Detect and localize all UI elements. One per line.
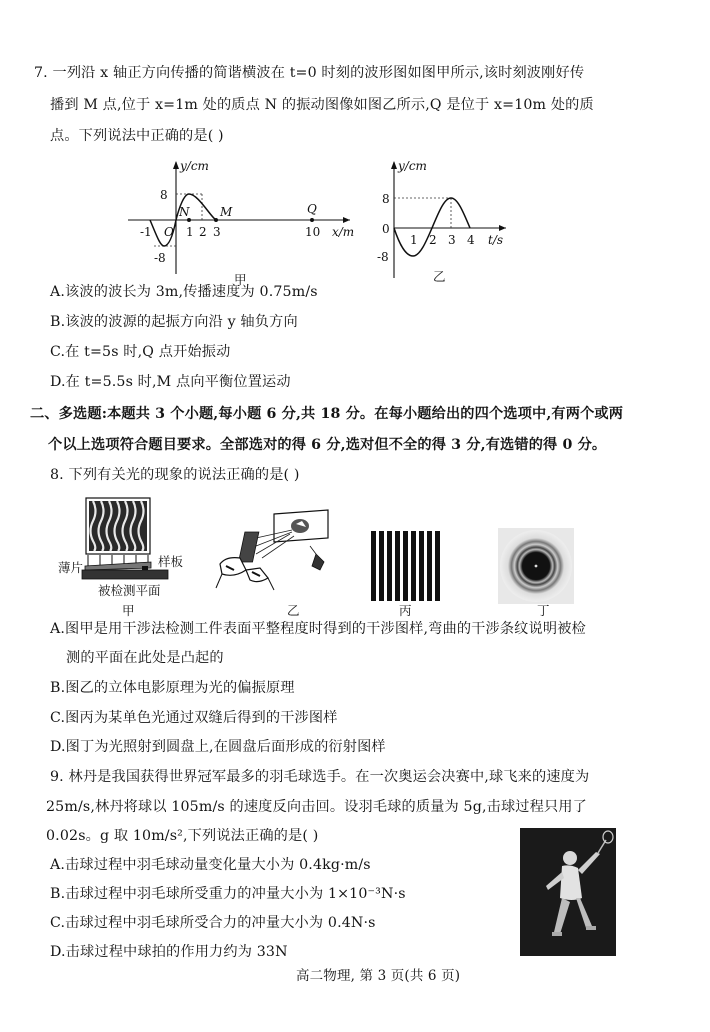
fig-jia-label-template: 样板	[158, 554, 184, 569]
q8-option-b: B.图乙的立体电影原理为光的偏振原理	[50, 680, 295, 696]
graph-jia-tick-2: 2	[199, 225, 207, 239]
graph-jia-tick-neg1: -1	[140, 225, 152, 239]
graph-jia-label-M: M	[220, 205, 233, 219]
fig-jia-label-test-plane: 被检测平面	[98, 583, 161, 598]
point-M	[214, 218, 218, 222]
section2-heading-line1: 二、多选题:本题共 3 个小题,每小题 6 分,共 18 分。在每小题给出的四个选项中,有两个或两	[30, 406, 624, 422]
q7-stem-line3: 点。下列说法中正确的是( )	[50, 128, 224, 144]
y-arrow-icon	[173, 161, 179, 169]
badminton-player-photo	[520, 828, 616, 956]
page-footer: 高二物理, 第 3 页(共 6 页)	[296, 968, 461, 984]
graph-jia-caption: 甲	[234, 272, 247, 287]
graph-jia-origin: O	[164, 225, 174, 239]
q9-option-a: A.击球过程中羽毛球动量变化量大小为 0.4kg·m/s	[50, 857, 371, 873]
q7-option-c: C.在 t=5s 时,Q 点开始振动	[50, 344, 231, 360]
figure-3d-glasses	[212, 508, 342, 598]
graph-yi-tick-4: 4	[467, 233, 475, 247]
q9-option-b: B.击球过程中羽毛球所受重力的冲量大小为 1×10⁻³N·s	[50, 886, 406, 902]
graph-jia-tick-10: 10	[305, 225, 321, 239]
x-arrow-icon	[343, 217, 350, 223]
graph-yi-tick-neg8: -8	[377, 250, 389, 264]
graph-yi-ylabel: y/cm	[398, 159, 427, 173]
graph-jia-label-Q: Q	[307, 202, 317, 216]
graph-jia-ylabel: y/cm	[180, 159, 209, 173]
graph-yi-tick-3: 3	[448, 233, 456, 247]
t-arrow-icon	[499, 225, 506, 231]
q9-stem-line1: 9. 林丹是我国获得世界冠军最多的羽毛球选手。在一次奥运会决赛中,球飞来的速度为	[50, 769, 590, 785]
fig-jia-caption: 甲	[122, 603, 135, 618]
fig-ding-caption: 丁	[537, 603, 550, 618]
graph-jia-tick-neg8: -8	[154, 251, 166, 265]
figure-disk-diffraction	[498, 528, 574, 604]
graph-yi-xlabel: t/s	[488, 233, 504, 247]
graph-jia-xlabel: x/m	[332, 225, 355, 239]
q7-stem-line2: 播到 M 点,位于 x=1m 处的质点 N 的振动图像如图乙所示,Q 是位于 x=10m 处的质	[50, 97, 594, 113]
figure-interference-test	[56, 496, 196, 596]
q9-option-c: C.击球过程中羽毛球所受合力的冲量大小为 0.4N·s	[50, 915, 376, 931]
q9-option-d: D.击球过程中球拍的作用力约为 33N	[50, 944, 288, 960]
y-arrow-icon	[391, 161, 397, 169]
q7-option-a: A.该波的波长为 3m,传播速度为 0.75m/s	[50, 284, 318, 300]
test-plane	[82, 570, 168, 579]
fig-jia-label-thin-sheet: 薄片	[58, 560, 84, 575]
q8-option-a-line2: 测的平面在此处是凸起的	[66, 650, 224, 666]
vibration-curve	[394, 198, 470, 256]
q8-option-c: C.图丙为某单色光通过双缝后得到的干涉图样	[50, 710, 338, 726]
q9-stem-line2: 25m/s,林丹将球以 105m/s 的速度反向击回。设羽毛球的质量为 5g,击球过程只用了	[46, 799, 587, 815]
q7-option-d: D.在 t=5.5s 时,M 点向平衡位置运动	[50, 374, 291, 390]
vibration-graph-yi	[374, 156, 514, 286]
graph-yi-tick-2: 2	[429, 233, 437, 247]
wave-graph-jia	[120, 156, 360, 286]
point-Q	[310, 218, 314, 222]
graph-jia-tick-8: 8	[160, 188, 168, 202]
q7-option-b: B.该波的波源的起振方向沿 y 轴负方向	[50, 314, 298, 330]
q8-option-a-line1: A.图甲是用干涉法检测工件表面平整程度时得到的干涉图样,弯曲的干涉条纹说明被检	[50, 621, 586, 637]
graph-jia-label-N: N	[179, 205, 190, 219]
graph-yi-tick-0: 0	[382, 222, 390, 236]
fig-yi-caption: 乙	[287, 603, 300, 618]
q7-stem-line1: 7. 一列沿 x 轴正方向传播的简谐横波在 t=0 时刻的波形图如图甲所示,该时刻波刚好传	[34, 65, 585, 81]
figure-double-slit-fringes	[370, 531, 444, 601]
graph-yi-tick-8: 8	[382, 192, 390, 206]
graph-yi-caption: 乙	[433, 269, 446, 284]
graph-jia-tick-1: 1	[186, 225, 194, 239]
graph-jia-tick-3: 3	[213, 225, 221, 239]
q8-option-d: D.图丁为光照射到圆盘上,在圆盘后面形成的衍射图样	[50, 739, 386, 755]
graph-yi-tick-1: 1	[410, 233, 418, 247]
section2-heading-line2: 个以上选项符合题目要求。全部选对的得 6 分,选对但不全的得 3 分,有选错的得 0 分。	[48, 437, 607, 453]
q8-stem: 8. 下列有关光的现象的说法正确的是( )	[50, 467, 300, 483]
fig-bing-caption: 丙	[399, 603, 412, 618]
q9-stem-line3: 0.02s。g 取 10m/s²,下列说法正确的是( )	[46, 828, 319, 844]
